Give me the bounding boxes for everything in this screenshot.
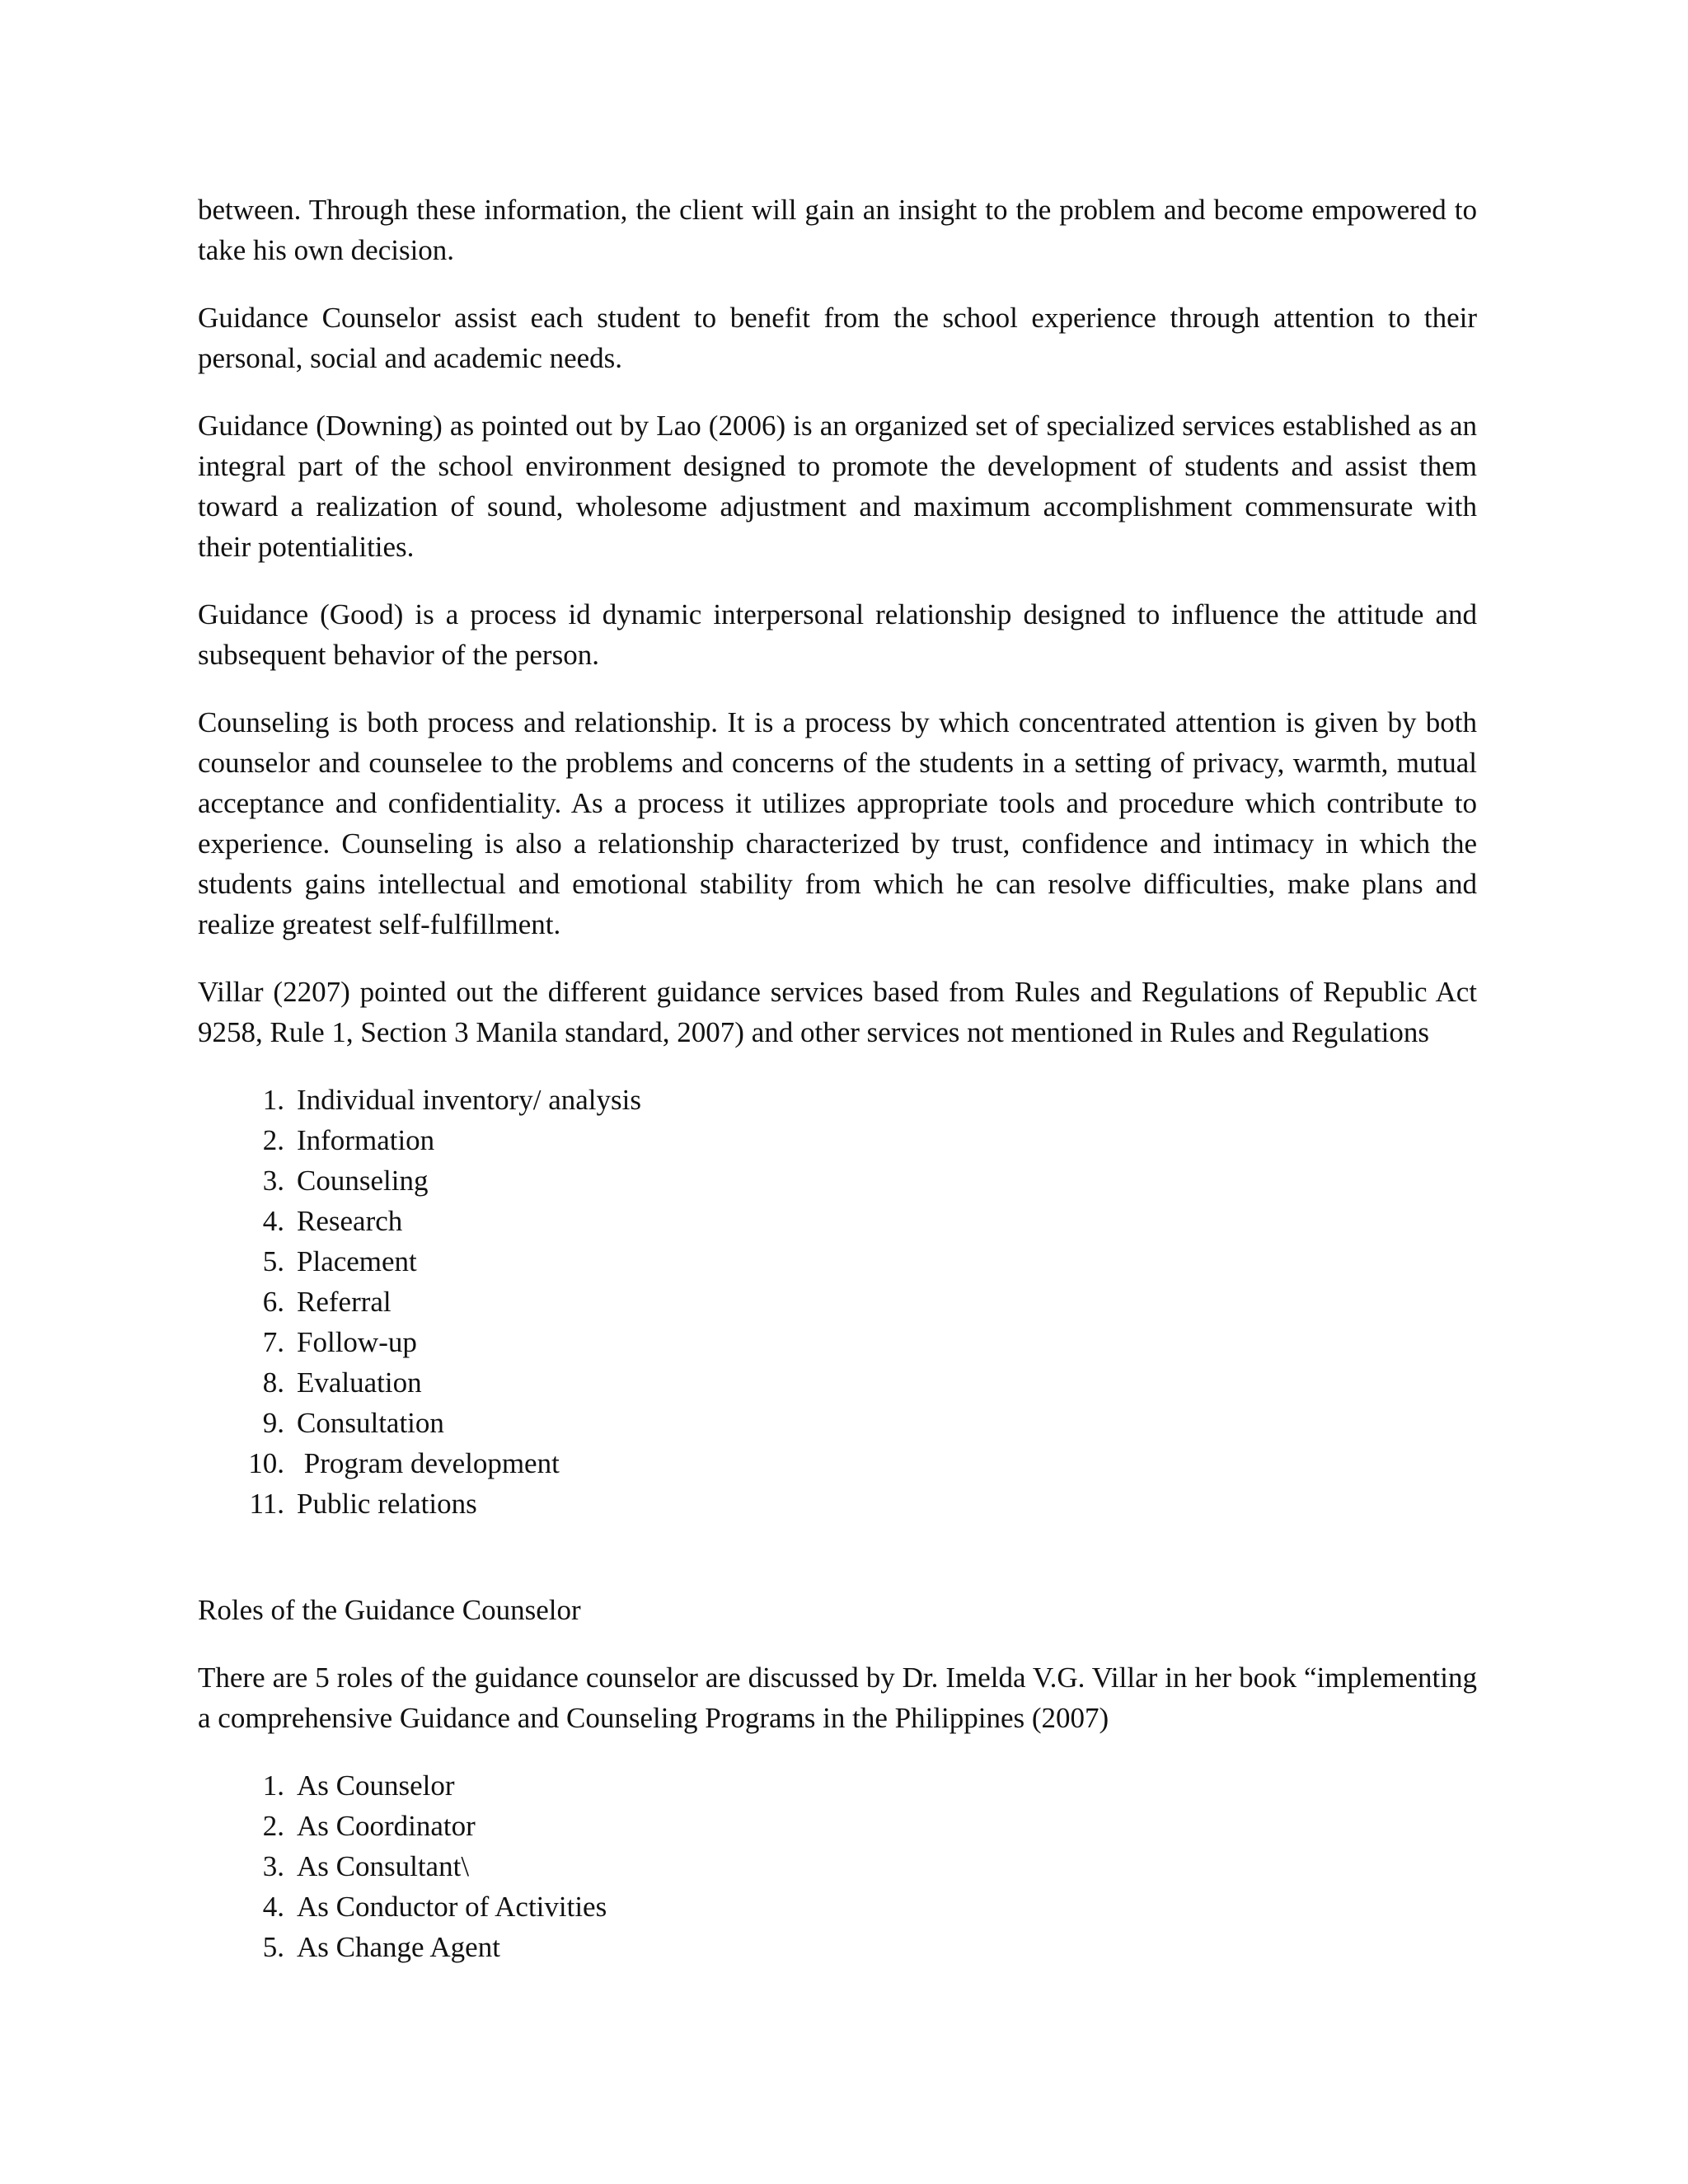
list-text: As Coordinator [297,1810,476,1842]
list-item [198,1362,1477,1403]
paragraph-villar-services: Villar (2207) pointed out the different guidance services based from Rules and Regulations of Republic Act 9258, Rule 1, Section 3 Manila standard, 2007) and other services not mentioned in Rules and Regulations [198,976,1477,1048]
paragraph-guidance-downing: Guidance (Downing) as pointed out by Lao (2006) is an organized set of specialized services established as an integral part of the school environment designed to promote the development of students and assist them toward a realization of sound, wholesome adjustment and maximum accomplishment commensurate with their potentialities. [198,410,1477,563]
list-text: Follow-up [297,1326,417,1358]
services-list [198,1080,1477,1524]
list-number: 10. [248,1447,284,1479]
list-number: 9. [262,1407,284,1439]
list-number: 2. [262,1124,284,1156]
list-number: 8. [262,1366,284,1399]
list-number: 3. [262,1165,284,1197]
list-item [198,1201,1477,1241]
list-item [198,1120,1477,1160]
list-item [198,1443,1477,1483]
list-text: Counseling [297,1165,429,1197]
list-text: Public relations [297,1488,477,1520]
list-text: Referral [297,1286,392,1318]
list-item [198,1886,1477,1927]
list-text: As Consultant\ [297,1850,470,1882]
list-text: Placement [297,1245,417,1277]
list-number: 3. [262,1850,284,1882]
list-text: Individual inventory/ analysis [297,1084,641,1116]
list-number: 4. [262,1205,284,1237]
list-number: 2. [262,1810,284,1842]
list-number: 7. [262,1326,284,1358]
paragraph-roles-intro: There are 5 roles of the guidance counselor are discussed by Dr. Imelda V.G. Villar in her book “implementing a comprehensive Guidance and Counseling Programs in the Philippines (2007) [198,1661,1477,1734]
list-text: Information [297,1124,435,1156]
list-item [198,1846,1477,1886]
list-item [198,1322,1477,1362]
list-item [198,1765,1477,1806]
paragraph-counseling: Counseling is both process and relationship. It is a process by which concentrated attention is given by both counselor and counselee to the problems and concerns of the students in a setting of privacy, warmth, mutual acceptance and confidentiality. As a process it utilizes appropriate tools and procedure which contribute to experience. Counseling is also a relationship characterized by trust, confidence and intimacy in which the students gains intellectual and emotional stability from which he can resolve difficulties, make plans and realize greatest self-fulfillment. [198,706,1477,940]
list-text: Consultation [297,1407,444,1439]
list-number: 5. [262,1931,284,1963]
list-text: As Change Agent [297,1931,500,1963]
section-heading-roles: Roles of the Guidance Counselor [198,1594,581,1626]
list-number: 1. [262,1769,284,1802]
list-item [198,1927,1477,1967]
document-body [198,190,1477,1994]
list-text: Program development [297,1447,560,1479]
list-text: Evaluation [297,1366,422,1399]
list-number: 5. [262,1245,284,1277]
list-text: Research [297,1205,403,1237]
list-item [198,1282,1477,1322]
list-number: 11. [249,1488,284,1520]
paragraph-guidance-good: Guidance (Good) is a process id dynamic interpersonal relationship designed to influence the attitude and subsequent behavior of the person. [198,598,1477,671]
list-item [198,1160,1477,1201]
list-item [198,1806,1477,1846]
list-item [198,1080,1477,1120]
list-number: 6. [262,1286,284,1318]
paragraph-counselor-assist: Guidance Counselor assist each student to benefit from the school experience through attention to their personal, social and academic needs. [198,302,1477,374]
list-text: As Conductor of Activities [297,1891,607,1923]
paragraph-continuation: between. Through these information, the client will gain an insight to the problem and become empowered to take his own decision. [198,194,1477,266]
list-item [198,1483,1477,1524]
list-text: As Counselor [297,1769,455,1802]
list-item [198,1403,1477,1443]
roles-list [198,1765,1477,1967]
list-item [198,1241,1477,1282]
list-number: 4. [262,1891,284,1923]
list-number: 1. [262,1084,284,1116]
